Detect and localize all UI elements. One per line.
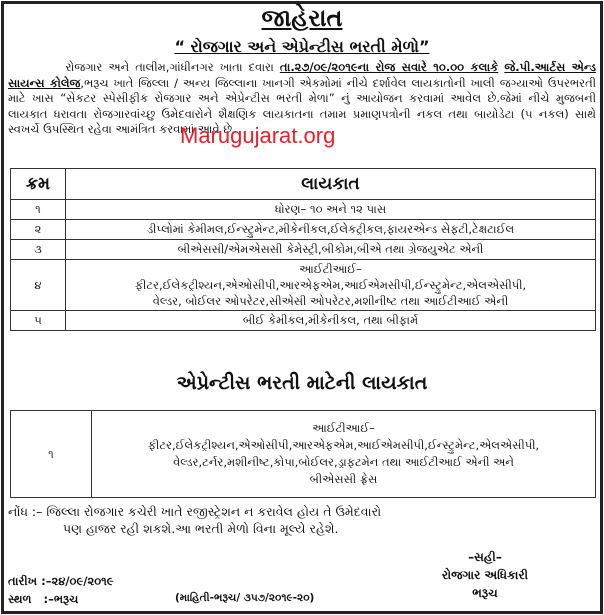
qualification-table: [10, 168, 596, 331]
watermark: Marugujarat.org: [180, 123, 336, 148]
table-row: [11, 411, 596, 498]
qualification-cell: [92, 411, 596, 498]
qualification-line: વેલ્ડર, બોઈલર ઓપરેટર,સીએસી ઓપરેટર,મશીનીષ્ટ તથા આઈટીઆઈ એની: [152, 294, 509, 308]
note-line: પણ હાજર રહી શકશે.આ ભરતી મેળો વિના મૂલ્યે રહેશે.: [63, 521, 339, 536]
qualification-line: આઈટીઆઈ–: [299, 262, 362, 276]
qualification-cell: બીઈ કેમીકલ,મીકેનીકલ, તથા બીફાર્મ: [66, 311, 596, 331]
date-place-block: [8, 572, 114, 608]
officer-title: રોજગાર અધિકારી: [441, 568, 529, 582]
table-row: [11, 240, 596, 260]
table-header-row: [11, 169, 596, 200]
qualification-cell: બીએસસી/એમએસસી કેમેસ્ટ્રી,બીકોમ,બીએ તથા ગ્રેજયુએટ એની: [66, 240, 596, 260]
event-venue: જે.પી.આર્ટસ એન્ડ સાયન્સ કોલેજ: [8, 60, 597, 90]
serial-cell: ૫: [11, 311, 66, 331]
col-header-qualification: લાયકાત: [66, 169, 596, 200]
event-date-time: તા.૨૭/૦૯/૨૦૧૯ના રોજ સવારે ૧૦.૦૦ કલાકે: [279, 60, 499, 74]
qualification-line: ફીટર,ઈલેકટ્રીશ્યન,એઓસીપી,આરએફએમ,આઈએમસીપી,ઈન્સ્ટ્રુમેન્ટ,એલએસીપી,: [147, 438, 540, 452]
table-row: [11, 311, 596, 331]
table-row: [11, 200, 596, 220]
qualification-line: ફીટર,ઈલેકટ્રીશ્યન,એઓસીપી,આરએફએમ,આઈએમસીપી,ઈન્સ્ટ્રુમેન્ટ,એલએસીપી,: [134, 278, 527, 292]
table-row: [11, 260, 596, 311]
table-row: [11, 220, 596, 240]
reference-number: (માહિતી-ભરૂચ/ ૩૫૭/૨૦૧૯-૨૦): [175, 592, 315, 604]
apprentice-table: [10, 410, 596, 498]
issue-date: તારીખ :–૨૪/૦૯/૨૦૧૯: [8, 574, 114, 588]
qualification-line: આઈટીઆઈ–: [312, 421, 375, 435]
serial-cell: ૩: [11, 240, 66, 260]
signature-label: –સહી–: [468, 550, 502, 564]
signature-block: [410, 548, 560, 602]
intro-text-2: ,ભરૂચ ખાતે જિલ્લા / અન્ય જિલ્લાના ખાનગી એકમોમાં નીચે દર્શાવેલ લાયકાતોની ખાલી જગ્યાઓ ઉપરભરતી માટે ખાસ “સેકટર સ્પેસીફીક રોજગાર અને એપ્રેન્ટીસ ભરતી મેળા” નું આયોજન કરવામાં આવેલ છે.જેમાં નીચે મુજબની લાયકાત ધરાવતા રોજગારવાંચ્છુ ઉમેદવારોને શૈક્ષણિક લાયકાતના તમામ પ્રમાણપત્રોની નકલ તથા બાયોડેટા (૫ નકલ) સાથે સ્વખર્ચે ઉપસ્થિત રહેવા આમંત્રિત કરવામાં આવે છે.: [8, 75, 596, 136]
note-line: નોંધ :– જિલ્લા રોજગાર કચેરી ખાતે રજીસ્ટ્રેશન ન કરાવેલ હોય તે ઉમેદવારો: [8, 504, 382, 519]
qualification-cell: [66, 260, 596, 311]
qualification-line: વેલ્ડર,ટર્નર,મશીનીષ્ટ,કોપા,બોઈલર,ડ્રાફટમેન તથા આઈટીઆઈ એની અને: [173, 455, 514, 469]
office-place: ભરૂચ: [472, 586, 498, 600]
qualification-cell: ડીપ્લોમાં કેમીમલ,ઈન્સ્ટ્રુમેન્ટ,મીકેનીકલ,ઈલેકટ્રીકલ,ફાયરએન્ડ સેફટી,ટેક્ષટાઈલ: [66, 220, 596, 240]
serial-cell: ૨: [11, 220, 66, 240]
col-header-serial: ક્રમ: [11, 169, 66, 200]
apprentice-heading: એપ્રેન્ટીસ ભરતી માટેની લાયકાત: [176, 372, 428, 394]
ad-title: જાહેરાત: [261, 4, 343, 32]
serial-cell: ૧: [11, 411, 92, 498]
note: [8, 503, 381, 537]
intro-text-1: રોજગાર અને તાલીમ,ગાંધીનગર ખાતા દવારા: [65, 60, 280, 74]
qualification-line: બીએસસી ફ્રેસ: [309, 472, 378, 486]
serial-cell: ૧: [11, 200, 66, 220]
issue-place: સ્થળ :–ભરૂચ: [8, 592, 79, 606]
serial-cell: ૪: [11, 260, 66, 311]
ad-subtitle: “ રોજગાર અને એપ્રેન્ટીસ ભરતી મેળો”: [174, 37, 430, 56]
qualification-cell: ધોરણ– ૧૦ અને ૧૨ પાસ: [66, 200, 596, 220]
